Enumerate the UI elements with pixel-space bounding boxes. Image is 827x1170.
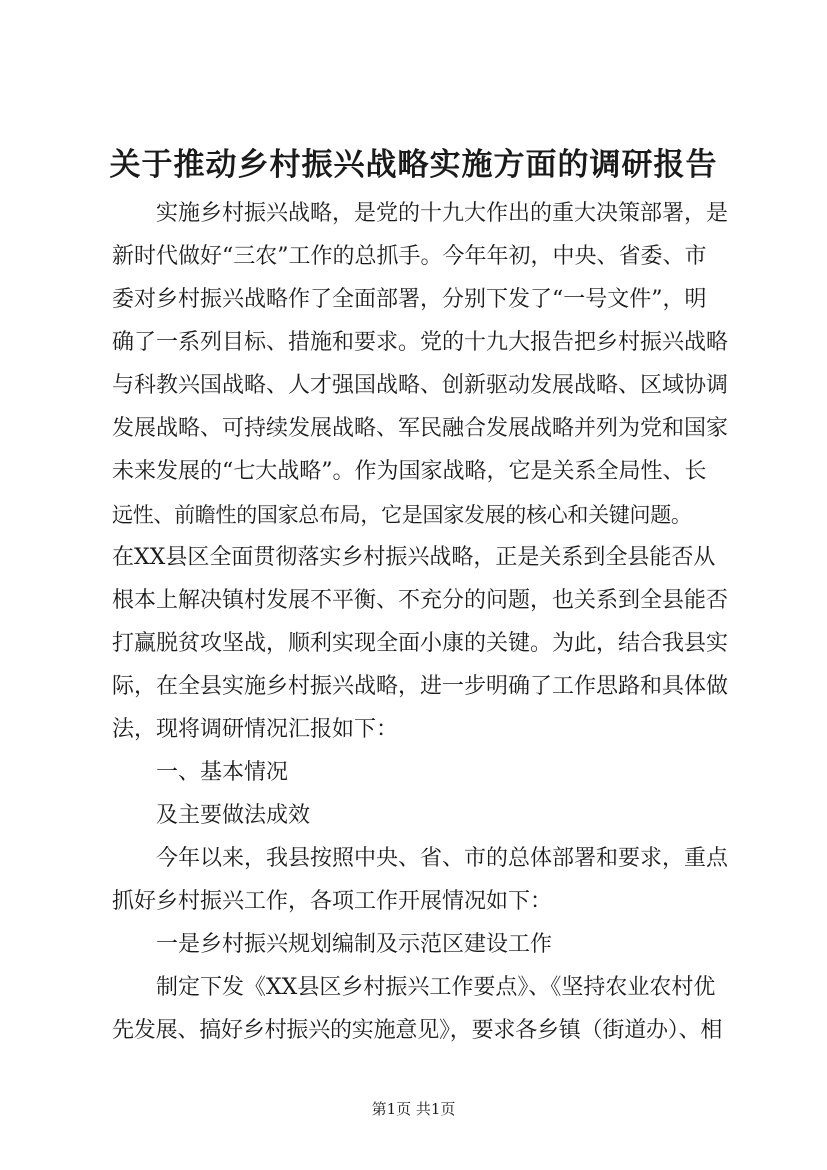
paragraph-line: 新时代做好“三农”工作的总抓手。今年年初，中央、省委、市 bbox=[112, 244, 707, 269]
paragraph-line: 际，在全县实施乡村振兴战略，进一步明确了工作思路和具体做 bbox=[112, 674, 729, 699]
paragraph-line: 发展战略、可持续发展战略、军民融合发展战略并列为党和国家 bbox=[112, 416, 729, 441]
paragraph-line: 未来发展的“七大战略”。作为国家战略，它是关系全局性、长 bbox=[112, 459, 707, 484]
paragraph-line: 与科教兴国战略、人才强国战略、创新驱动发展战略、区域协调 bbox=[112, 373, 729, 398]
paragraph-line: 远性、前瞻性的国家总布局，它是国家发展的核心和关键问题。 bbox=[112, 503, 692, 527]
paragraph-line: 根本上解决镇村发展不平衡、不充分的问题，也关系到全县能否 bbox=[112, 588, 729, 613]
paragraph-line: 今年以来，我县按照中央、省、市的总体部署和要求，重点 bbox=[156, 846, 729, 871]
paragraph-line: 实施乡村振兴战略，是党的十九大作出的重大决策部署，是 bbox=[156, 201, 729, 226]
document-title: 关于推动乡村振兴战略实施方面的调研报告 bbox=[109, 147, 718, 183]
paragraph-line: 制定下发《XX县区乡村振兴工作要点》、《坚持农业农村优 bbox=[156, 975, 716, 1000]
paragraph-line: 先发展、搞好乡村振兴的实施意见》，要求各乡镇（街道办）、相 bbox=[112, 1018, 723, 1043]
paragraph-line: 法，现将调研情况汇报如下： bbox=[112, 717, 399, 742]
paragraph-line: 在XX县区全面贯彻落实乡村振兴战略，正是关系到全县能否从 bbox=[112, 545, 716, 570]
paragraph-line: 委对乡村振兴战略作了全面部署，分别下发了“一号文件”，明 bbox=[112, 287, 707, 312]
section-heading: 一、基本情况 bbox=[156, 760, 289, 785]
section-heading: 及主要做法成效 bbox=[156, 803, 311, 828]
paragraph-line: 确了一系列目标、措施和要求。党的十九大报告把乡村振兴战略 bbox=[112, 330, 729, 355]
page-footer: 第1页 共1页 bbox=[371, 1100, 456, 1118]
paragraph-line: 抓好乡村振兴工作，各项工作开展情况如下： bbox=[112, 889, 553, 914]
subsection-heading: 一是乡村振兴规划编制及示范区建设工作 bbox=[156, 932, 553, 957]
paragraph-line: 打赢脱贫攻坚战，顺利实现全面小康的关键。为此，结合我县实 bbox=[112, 631, 729, 656]
